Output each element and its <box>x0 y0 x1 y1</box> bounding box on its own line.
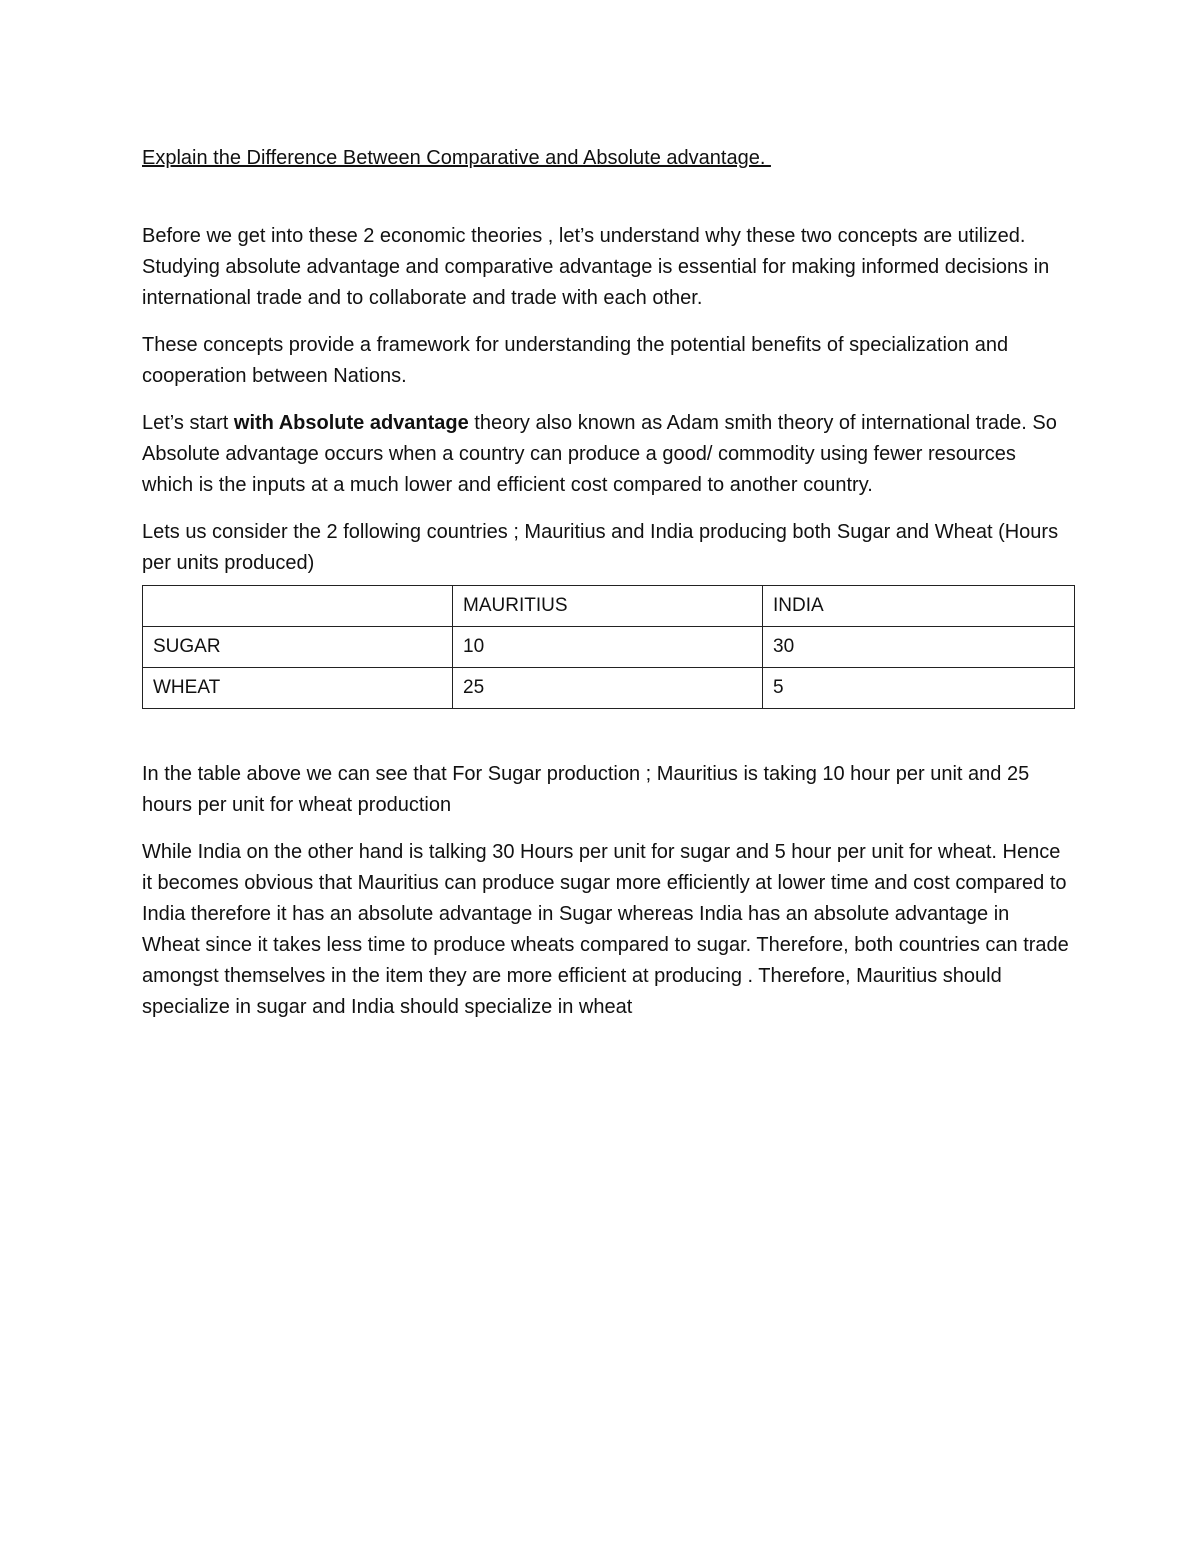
paragraph-table-explanation: In the table above we can see that For Sugar production ; Mauritius is taking 10 hour per unit and 25 hours per unit for wheat production <box>142 763 1030 816</box>
table-header-row <box>143 586 1075 627</box>
table-header-cell: MAURITIUS <box>453 586 763 627</box>
document-body <box>142 143 1072 1039</box>
paragraph-consider-countries: Lets us consider the 2 following countries ; Mauritius and India producing both Sugar and Wheat (Hours per units produced) <box>142 521 1059 574</box>
table-cell: 30 <box>763 627 1075 668</box>
table-cell: WHEAT <box>143 668 453 709</box>
table-cell: 5 <box>763 668 1075 709</box>
table-row <box>143 668 1075 709</box>
production-hours-table <box>142 585 1075 709</box>
table-cell: SUGAR <box>143 627 453 668</box>
table-cell: 10 <box>453 627 763 668</box>
table-header-cell <box>143 586 453 627</box>
document-title: Explain the Difference Between Comparative and Absolute advantage. <box>142 147 771 169</box>
paragraph-absolute-advantage <box>142 408 1072 501</box>
absolute-advantage-emphasis: with Absolute advantage <box>233 412 469 434</box>
paragraph-intro: Before we get into these 2 economic theories , let’s understand why these two concepts are utilized. Studying absolute advantage and comparative advantage is essential for making informed decisions in international trade and to collaborate and trade with each other. <box>142 225 1050 309</box>
table-header-cell: INDIA <box>763 586 1075 627</box>
table-row <box>143 627 1075 668</box>
paragraph-conclusion: While India on the other hand is talking 30 Hours per unit for sugar and 5 hour per unit for wheat. Hence it becomes obvious that Mauritius can produce sugar more efficiently at lower time and cost compared to India therefore it has an absolute advantage in Sugar whereas India has an absolute advantage in Wheat since it takes less time to produce wheats compared to sugar. Therefore, both countries can trade amongst themselves in the item they are more efficient at producing . Therefore, Mauritius should specialize in sugar and India should specialize in wheat <box>142 841 1069 1018</box>
table-cell: 25 <box>453 668 763 709</box>
paragraph-absolute-rest: theory also known as Adam smith theory of international trade. So Absolute advantage occurs when a country can produce a good/ commodity using fewer resources which is the inputs at a much lower and efficient cost compared to another country. <box>142 412 1057 496</box>
paragraph-framework: These concepts provide a framework for understanding the potential benefits of specialization and cooperation between Nations. <box>142 334 1009 387</box>
paragraph-absolute-start: Let’s start <box>142 412 234 434</box>
